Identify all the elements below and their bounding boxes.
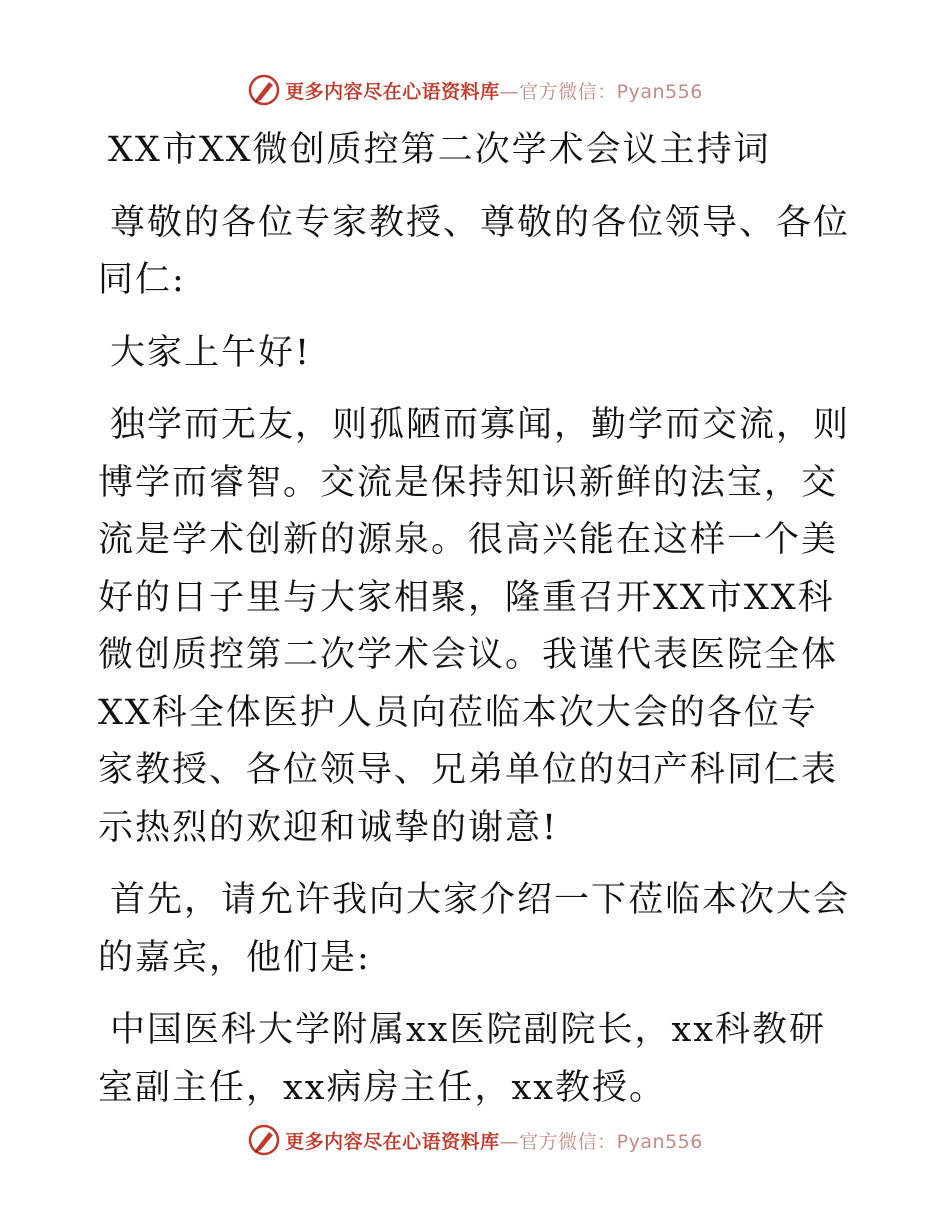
paragraph-opening: 独学而无友，则孤陋而寡闻，勤学而交流，则博学而睿智。交流是保持知识新鲜的法宝，交流是学术创新的源泉。很高兴能在这样一个美好的日子里与大家相聚，隆重召开XX市XX科微创质控第二次学术会议。我谨代表医院全体XX科全体医护人员向莅临本次大会的各位专家教授、各位领导、兄弟单位的妇产科同仁表示热烈的欢迎和诚挚的谢意! bbox=[98, 405, 851, 848]
paragraph-introduction: 首先，请允许我向大家介绍一下莅临本次大会的嘉宾，他们是: bbox=[98, 880, 851, 978]
watermark-text: 更多内容尽在心语资料库—官方微信：Pyan556 bbox=[285, 1130, 703, 1153]
footer-watermark-banner bbox=[0, 1120, 950, 1160]
paragraph-guest: 中国医科大学附属xx医院副院长，xx科教研室副主任，xx病房主任，xx教授。 bbox=[98, 1010, 826, 1108]
watermark-text: 更多内容尽在心语资料库—官方微信：Pyan556 bbox=[285, 80, 703, 103]
pen-logo-icon bbox=[247, 73, 281, 107]
paragraph-salutation: 尊敬的各位专家教授、尊敬的各位领导、各位同仁: bbox=[98, 202, 851, 300]
document-title: XX市XX微创质控第二次学术会议主持词 bbox=[108, 130, 771, 170]
paragraph-greeting: 大家上午好! bbox=[110, 332, 312, 373]
pen-logo-icon bbox=[247, 1123, 281, 1157]
document-body bbox=[98, 122, 850, 1117]
header-watermark-banner bbox=[0, 70, 950, 110]
